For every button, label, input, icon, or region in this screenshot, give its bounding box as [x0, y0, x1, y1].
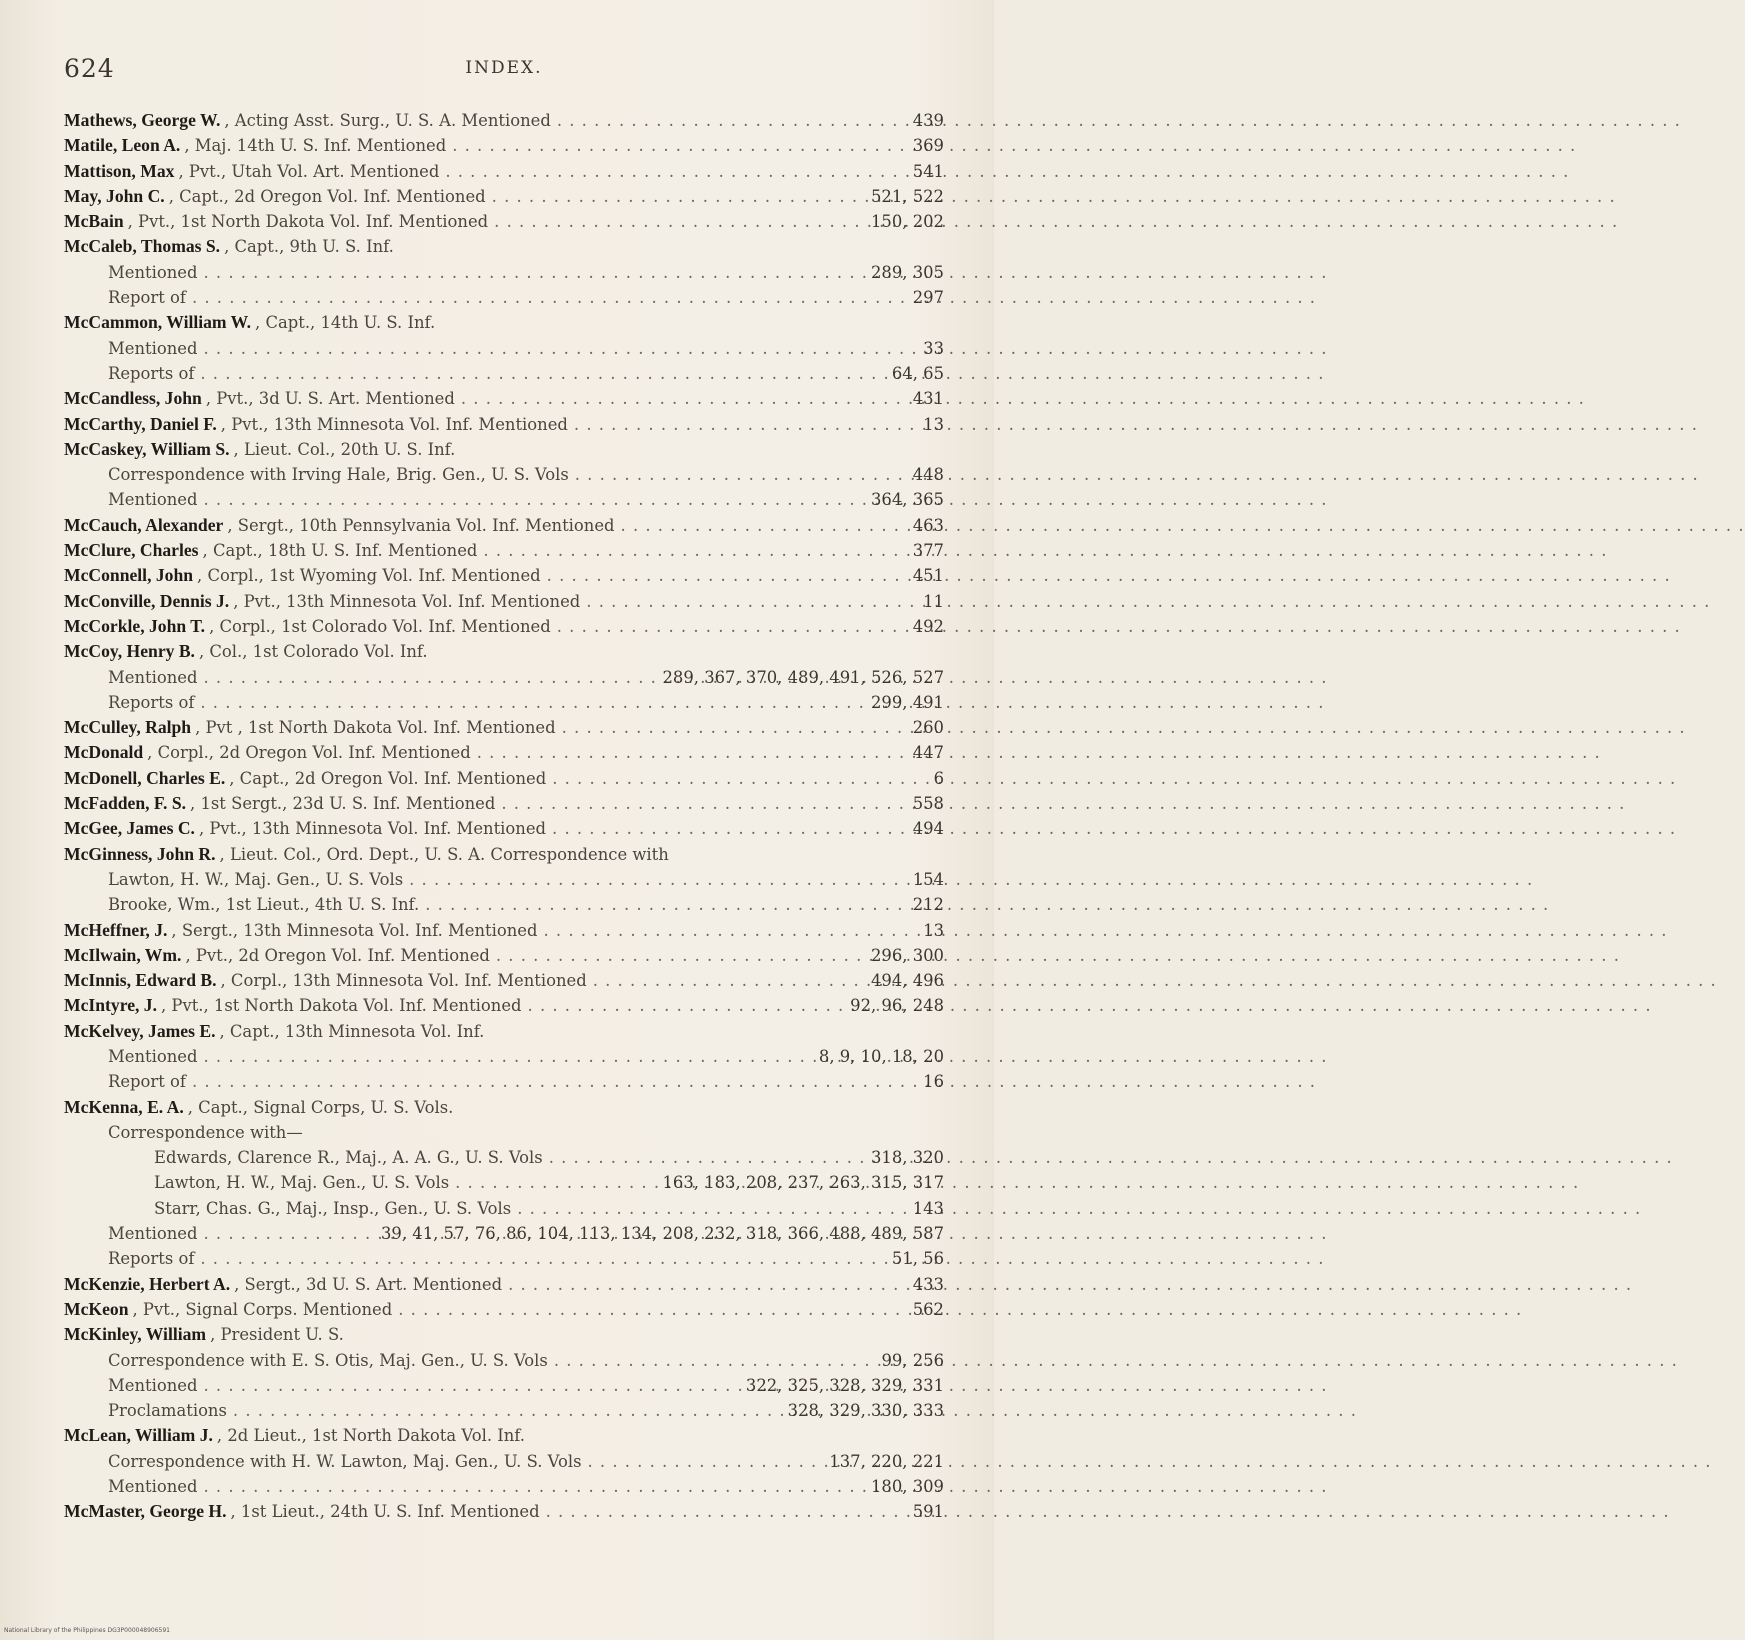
dot-leader — [549, 1145, 865, 1170]
entry-description: Report of — [108, 288, 186, 308]
index-entry — [64, 1322, 944, 1347]
dot-leader — [554, 1348, 876, 1373]
entry-name: McHeffner, J. — [64, 919, 168, 940]
entry-name: McDonell, Charles E. — [64, 767, 226, 788]
index-subentry — [64, 1221, 944, 1246]
entry-name: McCammon, William W. — [64, 312, 252, 333]
entry-pages: 33 — [923, 338, 944, 358]
entry-pages: 296, 300 — [871, 945, 944, 965]
index-entry — [64, 1019, 944, 1044]
entry-pages: 377 — [912, 541, 944, 561]
entry-name: McKelvey, James E. — [64, 1020, 216, 1041]
entry-pages: 492 — [912, 616, 944, 636]
index-entry — [64, 816, 944, 841]
entry-pages: 137, 220, 221 — [829, 1451, 944, 1471]
index-subentry — [64, 1474, 944, 1499]
index-subentry — [64, 665, 944, 690]
dot-leader — [452, 133, 906, 158]
dot-leader — [192, 1069, 917, 1094]
entry-description: , Sergt., 3d U. S. Art. Mentioned — [234, 1274, 503, 1294]
entry-description: , Sergt., 13th Minnesota Vol. Inf. Mentioned — [171, 920, 538, 940]
index-entry — [64, 133, 944, 158]
entry-description: Proclamations — [108, 1401, 227, 1421]
entry-name: McKinley, William — [64, 1324, 207, 1345]
entry-description: Mentioned — [108, 1375, 198, 1395]
entry-pages: 212 — [912, 895, 944, 915]
index-entry — [64, 412, 944, 437]
entry-description: , Lieut. Col., Ord. Dept., U. S. A. Correspondence with — [219, 844, 669, 864]
dot-leader — [203, 1221, 375, 1246]
index-entry — [64, 1423, 944, 1448]
page-header — [64, 54, 944, 90]
entry-name: McCaskey, William S. — [64, 438, 230, 459]
entry-description: Correspondence with H. W. Lawton, Maj. Gen., U. S. Vols — [108, 1451, 582, 1471]
entry-description: , Pvt., 1st North Dakota Vol. Inf. Mentioned — [127, 212, 489, 232]
dot-leader — [445, 159, 906, 184]
dot-leader — [203, 336, 917, 361]
index-subentry — [64, 690, 944, 715]
entry-name: McCoy, Henry B. — [64, 641, 195, 662]
entry-pages: 92, 96, 248 — [850, 996, 944, 1016]
index-entry — [64, 918, 944, 943]
entry-description: , Capt., Signal Corps, U. S. Vols. — [187, 1097, 454, 1117]
index-entry — [64, 766, 944, 791]
entry-pages: 439 — [912, 111, 944, 130]
index-entry — [64, 234, 944, 259]
index-entry — [64, 1297, 944, 1322]
dot-leader — [203, 1044, 812, 1069]
entry-pages: 180, 309 — [871, 1477, 944, 1497]
index-subentry — [64, 361, 944, 386]
entry-description: Mentioned — [108, 262, 198, 282]
index-entry — [64, 715, 944, 740]
index-entry — [64, 513, 944, 538]
index-subentry — [64, 1348, 944, 1373]
dot-leader — [409, 867, 907, 892]
entry-pages: 463 — [912, 515, 944, 535]
entry-name: McDonald — [64, 742, 144, 763]
entry-pages: 322, 325, 328, 329, 331 — [745, 1375, 944, 1395]
entry-description: , 1st Sergt., 23d U. S. Inf. Mentioned — [190, 794, 496, 814]
entry-name: McBain — [64, 211, 124, 232]
dot-leader — [528, 993, 845, 1018]
entry-pages: 13 — [923, 414, 944, 434]
index-subentry — [64, 462, 944, 487]
entry-description: Mentioned — [108, 1046, 198, 1066]
entry-description: , Pvt., 2d Oregon Vol. Inf. Mentioned — [185, 945, 490, 965]
entry-pages: 541 — [912, 161, 944, 181]
entry-pages: 521, 522 — [871, 186, 944, 206]
index-entry — [64, 740, 944, 765]
dot-leader — [552, 816, 907, 841]
entry-description: Starr, Chas. G., Maj., Insp., Gen., U. S. Vols — [154, 1198, 512, 1218]
entry-pages: 562 — [912, 1299, 944, 1319]
entry-name: Mathews, George W. — [64, 110, 221, 130]
index-subentry — [64, 1044, 944, 1069]
entry-description: , Capt., 9th U. S. Inf. — [224, 237, 394, 257]
entry-description: , Lieut. Col., 20th U. S. Inf. — [233, 439, 456, 459]
entry-pages: 494 — [912, 819, 944, 839]
dot-leader — [200, 1246, 885, 1271]
dot-leader — [200, 361, 885, 386]
entry-description: , Pvt., 13th Minnesota Vol. Inf. Mentioned — [198, 819, 547, 839]
index-subentry — [64, 487, 944, 512]
dot-leader — [494, 209, 865, 234]
entry-description: Lawton, H. W., Maj. Gen., U. S. Vols — [154, 1173, 450, 1193]
index-subentry — [64, 336, 944, 361]
index-entry — [64, 209, 944, 234]
entry-name: McFadden, F. S. — [64, 793, 187, 814]
entry-description: Mentioned — [108, 338, 198, 358]
dot-leader — [552, 766, 927, 791]
index-subentry — [64, 1196, 944, 1221]
dot-leader — [587, 1449, 823, 1474]
entry-pages: 591 — [912, 1502, 944, 1522]
index-subentry — [64, 1170, 944, 1195]
dot-leader — [203, 1373, 739, 1398]
entry-description: Mentioned — [108, 1477, 198, 1497]
entry-description: , Pvt., 1st North Dakota Vol. Inf. Mentioned — [161, 996, 522, 1016]
entry-pages: 364, 365 — [871, 490, 944, 510]
entry-description: Reports of — [108, 1249, 195, 1269]
entry-description: , President U. S. — [210, 1325, 344, 1345]
index-subentry — [64, 1069, 944, 1094]
entry-pages: 39, 41, 57, 76, 86, 104, 113, 134, 208, 232, 318, 366, 488, 489, 587 — [380, 1224, 944, 1244]
index-subentry — [64, 867, 944, 892]
dot-leader — [575, 462, 907, 487]
index-subentry — [64, 1449, 944, 1474]
index-entry — [64, 968, 944, 993]
index-subentry — [64, 1120, 944, 1145]
footer-credit: National Library of the Philippines DG3P000048906591 — [4, 1627, 170, 1634]
entry-description: , Corpl., 2d Oregon Vol. Inf. Mentioned — [147, 743, 471, 763]
dot-leader — [477, 740, 907, 765]
entry-name: McGee, James C. — [64, 818, 195, 839]
entry-pages: 451 — [912, 566, 944, 586]
index-entry — [64, 1095, 944, 1120]
entry-description: , Pvt., Utah Vol. Art. Mentioned — [178, 161, 440, 181]
index-entry — [64, 184, 944, 209]
index-entry — [64, 791, 944, 816]
entry-description: Lawton, H. W., Maj. Gen., U. S. Vols — [108, 869, 404, 889]
dot-leader — [496, 943, 865, 968]
index-entry — [64, 108, 944, 133]
entry-name: McCauch, Alexander — [64, 514, 224, 535]
index-subentry — [64, 1398, 944, 1423]
dot-leader — [593, 968, 865, 993]
dot-leader — [461, 386, 907, 411]
entry-pages: 289, 305 — [871, 262, 944, 282]
entry-description: , Capt., 14th U. S. Inf. — [255, 313, 436, 333]
index-entry — [64, 437, 944, 462]
dot-leader — [398, 1297, 906, 1322]
entry-description: Correspondence with Irving Hale, Brig. Gen., U. S. Vols — [108, 465, 569, 485]
index-entry — [64, 1272, 944, 1297]
entry-pages: 6 — [933, 768, 944, 788]
entry-description: , Corpl., 1st Colorado Vol. Inf. Mentioned — [209, 616, 551, 636]
entry-name: McKenzie, Herbert A. — [64, 1273, 231, 1294]
entry-pages: 289, 367, 370, 489, 491, 526, 527 — [662, 667, 944, 687]
index-subentry — [64, 1145, 944, 1170]
entry-description: , Maj. 14th U. S. Inf. Mentioned — [184, 136, 447, 156]
entry-description: Reports of — [108, 692, 195, 712]
dot-leader — [586, 589, 917, 614]
entry-name: McLean, William J. — [64, 1425, 213, 1446]
dot-leader — [200, 690, 865, 715]
entry-pages: 150, 202 — [871, 212, 944, 232]
running-head: INDEX. — [465, 58, 543, 78]
index-entry — [64, 589, 944, 614]
entry-pages: 328, 329, 330, 333 — [787, 1401, 944, 1421]
entry-pages: 297 — [912, 288, 944, 308]
entry-description: , Corpl., 1st Wyoming Vol. Inf. Mentioned — [197, 566, 541, 586]
entry-pages: 163, 183, 208, 237, 263, 315, 317 — [662, 1173, 944, 1193]
index-subentry — [64, 260, 944, 285]
entry-pages: 318, 320 — [871, 1148, 944, 1168]
entry-description: , Col., 1st Colorado Vol. Inf. — [198, 642, 428, 662]
entry-description: Correspondence with E. S. Otis, Maj. Gen., U. S. Vols — [108, 1350, 548, 1370]
index-entry — [64, 614, 944, 639]
entry-name: McInnis, Edward B. — [64, 970, 217, 991]
dot-leader — [557, 614, 907, 639]
dot-leader — [203, 260, 865, 285]
index-subentry — [64, 285, 944, 310]
dot-leader — [517, 1196, 907, 1221]
entry-pages: 260 — [912, 718, 944, 738]
entry-description: Mentioned — [108, 490, 198, 510]
entry-pages: 16 — [923, 1072, 944, 1092]
entry-description: , 2d Lieut., 1st North Dakota Vol. Inf. — [216, 1426, 525, 1446]
dot-leader — [425, 892, 906, 917]
dot-leader — [203, 665, 656, 690]
dot-leader — [492, 184, 865, 209]
entry-name: Matile, Leon A. — [64, 135, 181, 156]
entry-name: McCarthy, Daniel F. — [64, 413, 217, 434]
entry-description: , Capt., 2d Oregon Vol. Inf. Mentioned — [229, 768, 547, 788]
dot-leader — [547, 563, 907, 588]
entry-description: Mentioned — [108, 667, 198, 687]
entry-description: , Pvt., Signal Corps. Mentioned — [132, 1299, 393, 1319]
entry-description: , Corpl., 13th Minnesota Vol. Inf. Mentioned — [220, 971, 587, 991]
entry-name: McGinness, John R. — [64, 843, 216, 864]
index-entry — [64, 159, 944, 184]
index-subentry — [64, 892, 944, 917]
index-entry — [64, 563, 944, 588]
dot-leader — [203, 1474, 865, 1499]
index-list — [64, 108, 944, 1525]
index-subentry — [64, 1246, 944, 1271]
entry-description: , Pvt , 1st North Dakota Vol. Inf. Mentioned — [195, 718, 556, 738]
entry-description: , Capt., 13th Minnesota Vol. Inf. — [219, 1021, 485, 1041]
entry-description: , Capt., 2d Oregon Vol. Inf. Mentioned — [168, 186, 486, 206]
entry-name: McCaleb, Thomas S. — [64, 236, 221, 257]
entry-pages: 11 — [923, 591, 944, 611]
entry-description: Correspondence with— — [108, 1122, 303, 1142]
index-entry — [64, 943, 944, 968]
entry-pages: 558 — [912, 794, 944, 814]
dot-leader — [483, 538, 906, 563]
entry-name: May, John C. — [64, 185, 165, 206]
entry-description: , Pvt., 13th Minnesota Vol. Inf. Mentioned — [220, 414, 568, 434]
entry-name: McMaster, George H. — [64, 1501, 227, 1522]
entry-pages: 433 — [912, 1274, 944, 1294]
dot-leader — [557, 108, 907, 133]
dot-leader — [574, 412, 917, 437]
index-entry — [64, 538, 944, 563]
page-number: 624 — [64, 54, 115, 83]
dot-leader — [455, 1170, 656, 1195]
entry-name: McCulley, Ralph — [64, 717, 192, 738]
entry-name: McConnell, John — [64, 565, 194, 586]
entry-name: McKenna, E. A. — [64, 1096, 184, 1117]
dot-leader — [562, 715, 907, 740]
entry-pages: 494, 496 — [871, 971, 944, 991]
entry-description: , Acting Asst. Surg., U. S. A. Mentioned — [224, 111, 551, 130]
entry-pages: 447 — [912, 743, 944, 763]
entry-description: , 1st Lieut., 24th U. S. Inf. Mentioned — [230, 1502, 540, 1522]
entry-description: Edwards, Clarence R., Maj., A. A. G., U. S. Vols — [154, 1148, 543, 1168]
index-subentry — [64, 1373, 944, 1398]
dot-leader — [508, 1272, 907, 1297]
entry-pages: 51, 56 — [891, 1249, 944, 1269]
entry-name: McIntyre, J. — [64, 995, 157, 1016]
entry-pages: 448 — [912, 465, 944, 485]
entry-name: McCorkle, John T. — [64, 615, 206, 636]
index-entry — [64, 1499, 944, 1524]
entry-name: Mattison, Max — [64, 160, 175, 181]
entry-pages: 13 — [923, 920, 944, 940]
entry-description: Brooke, Wm., 1st Lieut., 4th U. S. Inf. — [108, 895, 420, 915]
entry-description: , Pvt., 13th Minnesota Vol. Inf. Mentioned — [233, 591, 581, 611]
entry-description: , Pvt., 3d U. S. Art. Mentioned — [205, 389, 455, 409]
index-entry — [64, 639, 944, 664]
dot-leader — [546, 1499, 907, 1524]
dot-leader — [203, 487, 865, 512]
entry-pages: 154 — [912, 869, 944, 889]
entry-name: McIlwain, Wm. — [64, 944, 182, 965]
entry-name: McConville, Dennis J. — [64, 590, 230, 611]
entry-description: Mentioned — [108, 1224, 198, 1244]
entry-name: McClure, Charles — [64, 540, 199, 561]
index-entry — [64, 993, 944, 1018]
entry-description: , Capt., 18th U. S. Inf. Mentioned — [202, 541, 478, 561]
entry-name: McKeon — [64, 1298, 129, 1319]
entry-pages: 143 — [912, 1198, 944, 1218]
entry-pages: 64, 65 — [891, 363, 944, 383]
entry-pages: 299, 491 — [871, 692, 944, 712]
index-entry — [64, 842, 944, 867]
entry-description: Report of — [108, 1072, 186, 1092]
dot-leader — [192, 285, 907, 310]
index-entry — [64, 310, 944, 335]
entry-pages: 8, 9, 10, 18, 20 — [818, 1046, 944, 1066]
entry-pages: 431 — [912, 389, 944, 409]
dot-leader — [501, 791, 906, 816]
entry-pages: 99, 256 — [881, 1350, 944, 1370]
dot-leader — [233, 1398, 782, 1423]
entry-name: McCandless, John — [64, 388, 202, 409]
entry-description: Reports of — [108, 363, 195, 383]
index-entry — [64, 386, 944, 411]
dot-leader — [621, 513, 907, 538]
entry-description: , Sergt., 10th Pennsylvania Vol. Inf. Mentioned — [227, 515, 615, 535]
entry-pages: 369 — [912, 136, 944, 156]
dot-leader — [543, 918, 917, 943]
